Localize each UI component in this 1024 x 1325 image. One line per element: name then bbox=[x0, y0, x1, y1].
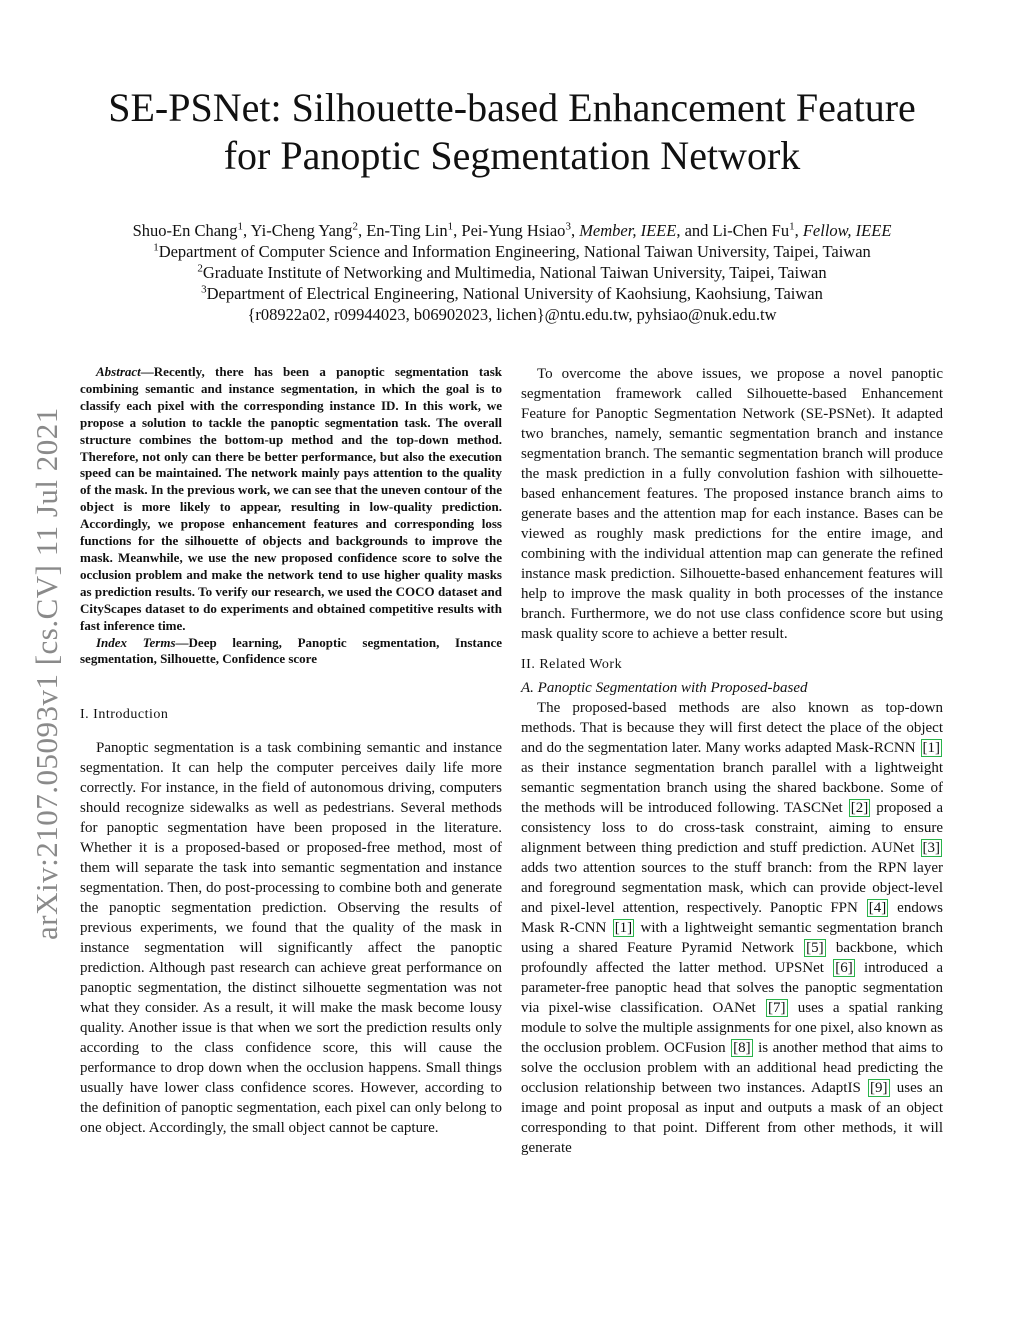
citation-link[interactable]: [6] bbox=[835, 960, 853, 976]
introduction-paragraph: Panoptic segmentation is a task combining semantic and instance segmentation. It can help the computer perceives daily life more correctly. For instance, in the field of autonomous driving, computers should recognize sidewalks as well as pedestrians. Several methods for panoptic segmentation have been proposed in the literature. Whether it is a proposed-based or proposed-free method, most of them will separate the task into semantic segmentation and instance segmentation. Then, do post-processing to combine both and generate the panoptic segmentation prediction. Observing the results of previous experiments, we found that the quality of the mask in instance segmentation will significantly affect the panoptic prediction. Although past research can achieve great performance on panoptic segmentation, the distinct silhouette segmentation was not what they consider. As a result, it will make the mask become lousy quality. Another issue is that when we sort the prediction results only according to the class confidence score, this will cause the performance to drop down when the occlusion happens. Small things usually have lower class confidence scores. However, according to the definition of panoptic segmentation, each pixel can only belong to one object. Accordingly, the small object cannot be capture. bbox=[80, 740, 502, 1137]
author-5: and Li-Chen Fu bbox=[684, 221, 790, 240]
citation-link[interactable]: [3] bbox=[922, 840, 940, 856]
author-emails: {r08922a02, r09944023, b06902023, lichen}@ntu.edu.tw, pyhsiao@nuk.edu.tw bbox=[247, 305, 777, 324]
title-line-2: for Panoptic Segmentation Network bbox=[223, 133, 801, 178]
related-text-11: uses an image and point proposal as input and outputs a mask of an object corresponding to that point. Different from other methods, it will generate bbox=[521, 1080, 943, 1156]
author-5-role: Fellow, IEEE bbox=[802, 221, 892, 240]
citation-link[interactable]: [8] bbox=[733, 1040, 751, 1056]
affiliation-1 bbox=[60, 241, 964, 262]
citation-link[interactable]: [4] bbox=[868, 900, 887, 916]
related-text-3: proposed a consistency loss to do cross-task constraint, aiming to ensure alignment between thing prediction and stuff prediction. AUNet bbox=[521, 800, 943, 856]
author-5-sup: 1 bbox=[789, 220, 795, 233]
citation-link[interactable]: [1] bbox=[922, 740, 940, 756]
subsection-heading-a: A. Panoptic Segmentation with Proposed-based bbox=[521, 680, 808, 696]
aff-2-sup: 2 bbox=[197, 262, 203, 275]
author-3-sup: 1 bbox=[447, 220, 454, 233]
affiliation-3 bbox=[60, 283, 964, 304]
author-block bbox=[60, 220, 964, 325]
aff-3-text: Department of Electrical Engineering, National University of Kaohsiung, Kaohsiung, Taiwan bbox=[206, 284, 823, 303]
aff-2-text: Graduate Institute of Networking and Multimedia, National Taiwan University, Taipei, Taiwan bbox=[202, 263, 827, 282]
aff-1-text: Department of Computer Science and Information Engineering, National Taiwan University, Taipei, Taiwan bbox=[158, 242, 871, 261]
citation-link[interactable]: [7] bbox=[768, 1000, 786, 1016]
index-terms-text: —Deep learning, Panoptic segmentation, Instance segmentation, Silhouette, Confidence score bbox=[80, 634, 502, 667]
author-1: Shuo-En Chang bbox=[132, 221, 238, 240]
related-text-9: uses a spatial ranking module to solve the multiple assignments for one pixel, also known as the occlusion problem. OCFusion bbox=[521, 1000, 943, 1056]
related-text-6: with a lightweight semantic segmentation branch using a shared Feature Pyramid Network bbox=[521, 920, 943, 956]
related-text-8: introduced a parameter-free panoptic head that solves the panoptic segmentation via pixel-wise classification. OANet bbox=[521, 960, 943, 1016]
citation-link[interactable]: [9] bbox=[870, 1080, 888, 1096]
author-4: Pei-Yung Hsiao bbox=[461, 221, 566, 240]
abstract-text: —Recently, there has been a panoptic segmentation task combining semantic and instance segmentation, in which the goal is to classify each pixel with the corresponding instance ID. In this work, we propose a solution to tackle the panoptic segmentation task. The overall structure combines the bottom-up method and the top-down method. Therefore, not only can there be better performance, but also the execution speed can be maintained. The network mainly pays attention to the quality of the mask. In the previous work, we can see that the uneven contour of the object is more likely to appear, resulting in low-quality prediction. Accordingly, we propose enhancement features and corresponding loss functions for the silhouette of objects and backgrounds to improve the mask. Meanwhile, we use the new proposed confidence score to solve the occlusion problem and make the network tend to use higher quality masks as prediction results. To verify our research, we used the COCO dataset and CityScapes dataset to do experiments and obtained competitive results with fast inference time. bbox=[80, 364, 502, 633]
aff-3-sup: 3 bbox=[201, 283, 207, 296]
author-2-sup: 2 bbox=[352, 220, 358, 233]
citation-link[interactable]: [2] bbox=[850, 800, 869, 816]
author-1-sup: 1 bbox=[237, 220, 244, 233]
title-line-1: SE-PSNet: Silhouette-based Enhancement Feature bbox=[108, 85, 916, 130]
author-4-sup: 3 bbox=[565, 220, 571, 233]
related-text-10: is another method that aims to solve the occlusion problem with an additional head predicting the occlusion relationship between two instances. AdaptIS bbox=[521, 1040, 943, 1096]
author-3: En-Ting Lin bbox=[366, 221, 448, 240]
introduction-paragraph-2: To overcome the above issues, we propose a novel panoptic segmentation framework called Silhouette-based Enhancement Feature for Panoptic Segmentation Network (SE-PSNet). It adapted two branches, namely, semantic segmentation branch and instance segmentation branch. The semantic segmentation branch will produce the mask prediction in a fully convolution fashion with silhouette-based enhancement features. The proposed instance branch aims to generate bases and the attention map for each instance. Bases can be viewed as roughly mask predictions for the entire image, and combining with the individual attention map can generate the refined instance mask prediction. Silhouette-based enhancement features will help to improve the mask quality in both processes of the instance branch. Furthermore, we do not use class confidence score but using mask quality score to achieve a better result. bbox=[521, 366, 943, 642]
abstract bbox=[80, 364, 502, 635]
citation-link[interactable]: [5] bbox=[806, 940, 824, 956]
section-heading-related-work: II. Related Work bbox=[521, 657, 623, 672]
author-list: Shuo-En Chang$^1$, Yi-Cheng Yang$^2$, En-Ting Lin$^1$, Pei-Yung Hsiao$^3$, Member, IEEE, and Li-Chen Fu$^1$, Fellow, IEEE bbox=[132, 220, 892, 240]
affiliation-2 bbox=[60, 262, 964, 283]
related-text-4: adds two attention sources to the stuff branch: from the RPN layer and foreground segmentation mask, which can provide object-level and pixel-level attention, respectively. Panoptic FPN bbox=[521, 860, 943, 916]
right-column bbox=[521, 364, 943, 1158]
left-column bbox=[80, 364, 502, 1138]
related-text-2: as their instance segmentation branch parallel with a lightweight semantic segmentation branch using the shared backbone. Some of the methods will be introduced following. TASCNet bbox=[521, 760, 943, 816]
related-text-1: The proposed-based methods are also known as top-down methods. That is because they will first detect the place of the object and do the segmentation later. Many works adapted Mask-RCNN bbox=[521, 700, 943, 756]
arxiv-side-label: arXiv:2107.05093v1 [cs.CV] 11 Jul 2021 bbox=[29, 407, 64, 940]
related-text-5: endows Mask R-CNN bbox=[521, 900, 943, 936]
related-work-paragraph bbox=[521, 698, 943, 1158]
index-terms-label: Index Terms bbox=[96, 634, 176, 650]
citation-link[interactable]: [1] bbox=[614, 920, 633, 936]
related-text-7: backbone, which profoundly affected the latter method. UPSNet bbox=[521, 940, 943, 976]
abstract-label: Abstract bbox=[96, 364, 141, 379]
author-2: Yi-Cheng Yang bbox=[250, 221, 353, 240]
index-terms bbox=[80, 635, 502, 669]
section-heading-introduction: I. Introduction bbox=[80, 707, 169, 723]
author-4-role: Member, IEEE bbox=[579, 221, 677, 240]
aff-1-sup: 1 bbox=[153, 241, 159, 254]
paper-title bbox=[70, 84, 954, 180]
